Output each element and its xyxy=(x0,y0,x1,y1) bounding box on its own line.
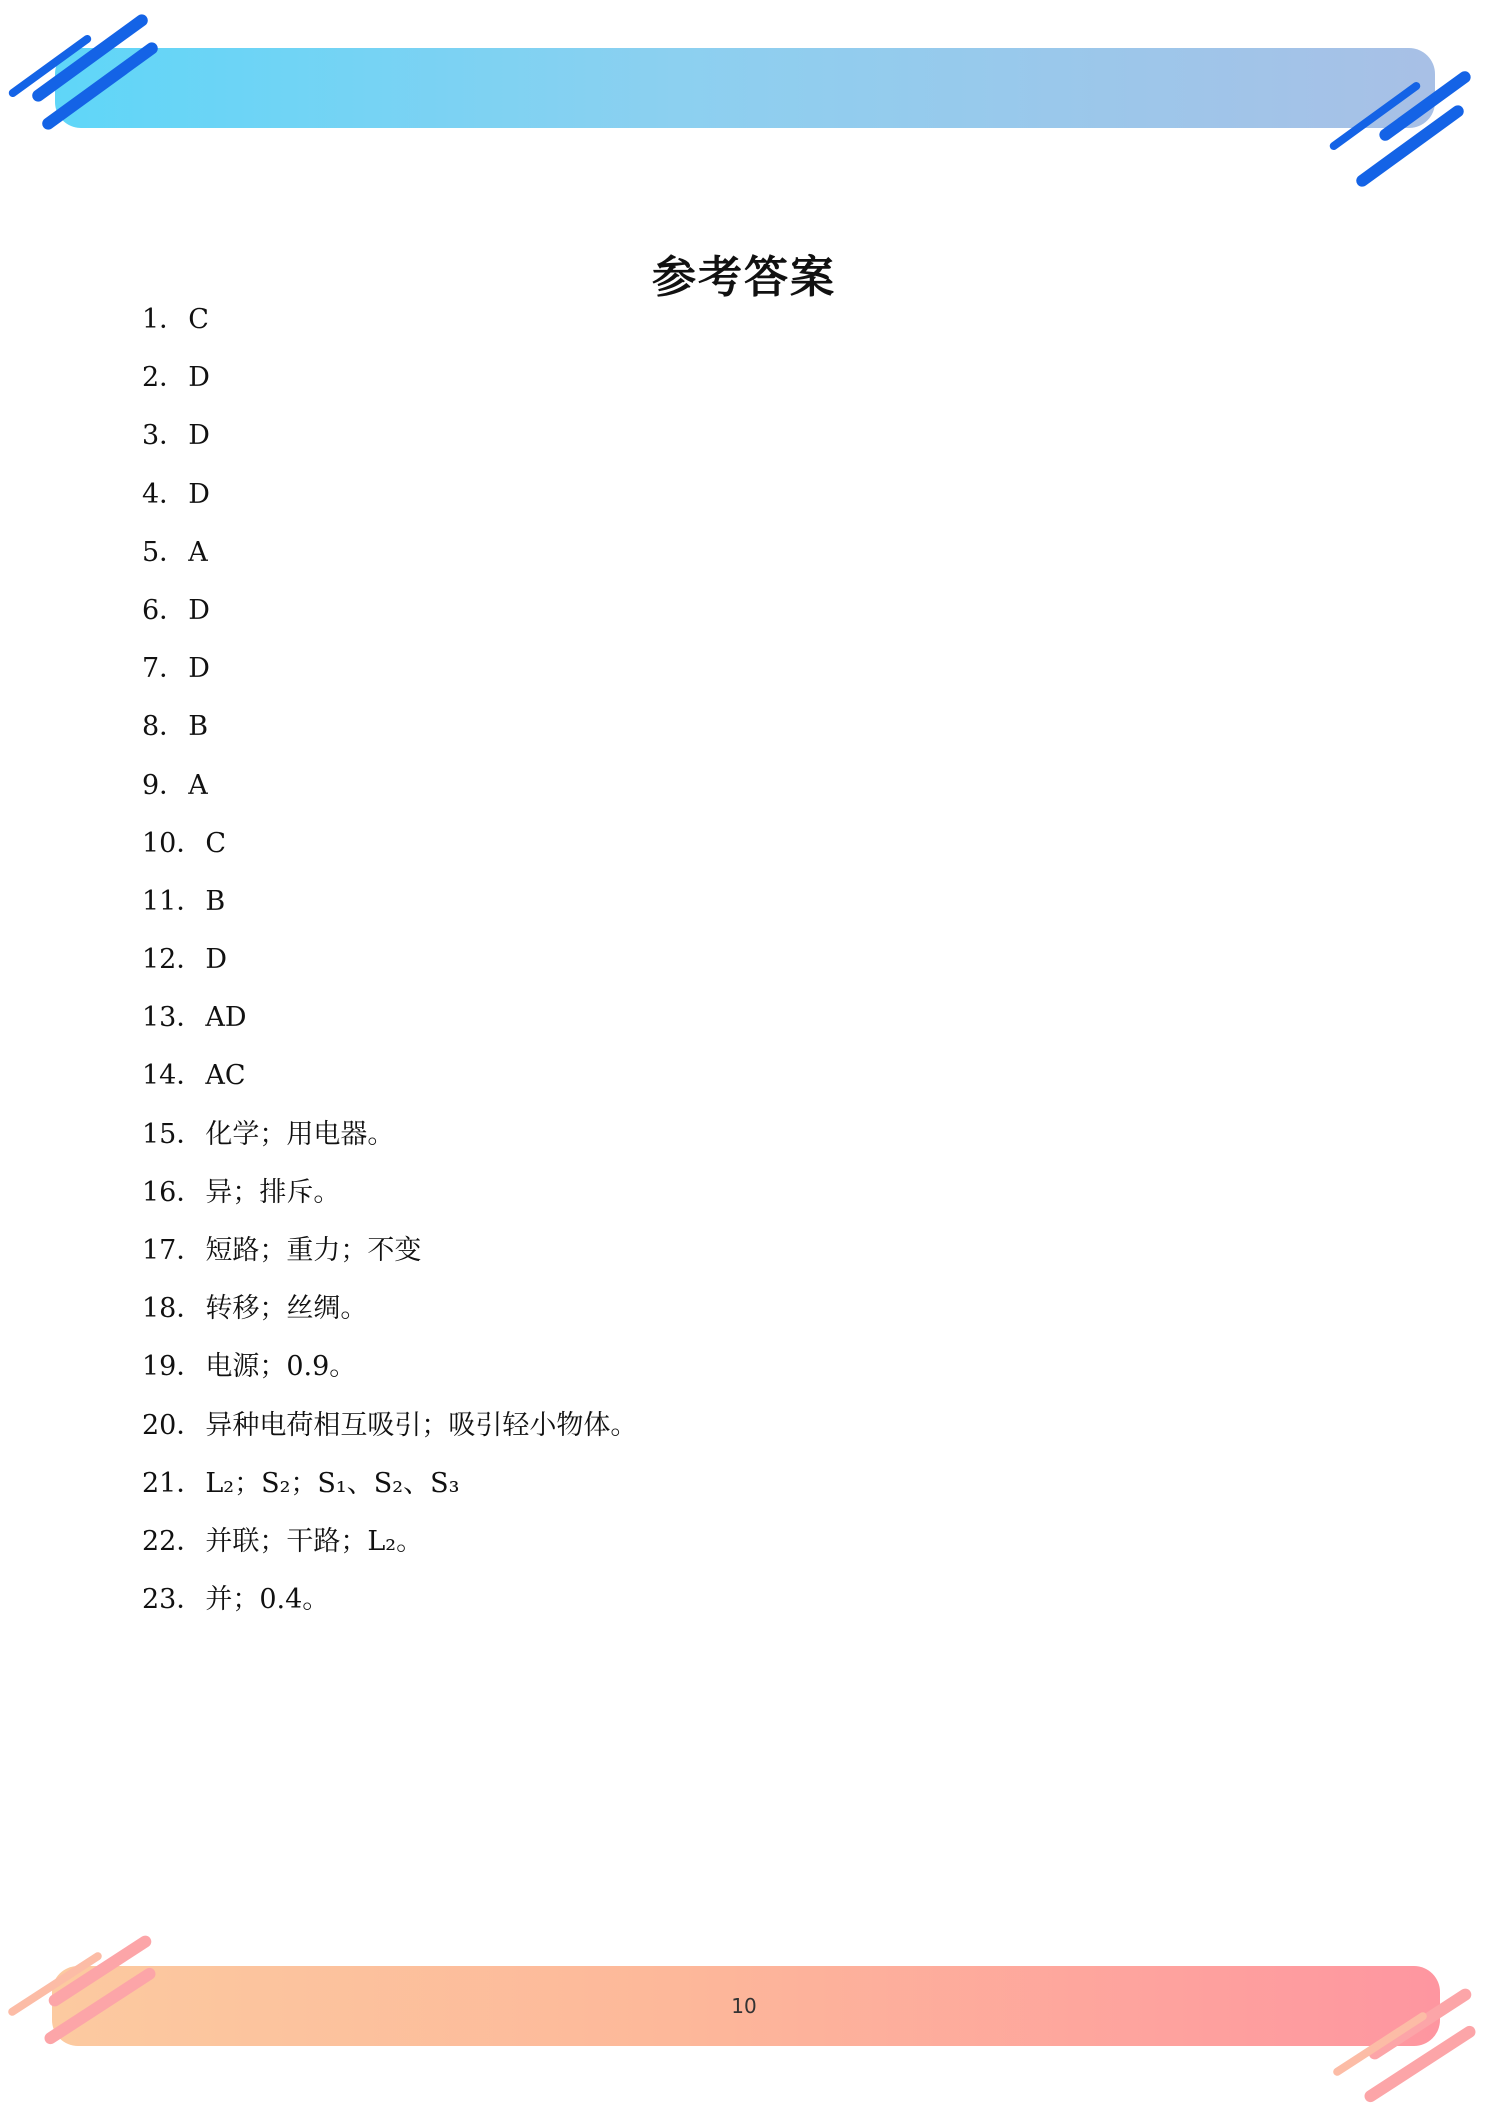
answer-text: AD xyxy=(205,1002,247,1034)
answer-text: D xyxy=(188,420,210,452)
answer-text: B xyxy=(205,885,226,917)
answer-item xyxy=(142,1231,637,1289)
answer-text: 异；排斥。 xyxy=(205,1176,341,1208)
answer-number: 13． xyxy=(142,1002,204,1034)
answer-item xyxy=(142,882,637,940)
answer-number: 2． xyxy=(142,362,187,394)
answer-item xyxy=(142,1115,637,1173)
answer-item xyxy=(142,707,637,765)
answer-text: AC xyxy=(205,1060,246,1092)
answer-number: 16． xyxy=(142,1176,204,1208)
answer-text: D xyxy=(188,594,210,626)
answer-number: 5． xyxy=(142,536,187,568)
answer-text: L₂；S₂；S₁、S₂、S₃ xyxy=(205,1467,460,1499)
answer-item xyxy=(142,998,637,1056)
answer-number: 7． xyxy=(142,653,187,685)
answer-number: 10． xyxy=(142,827,204,859)
answer-number: 8． xyxy=(142,711,187,743)
answer-number: 3． xyxy=(142,420,187,452)
answer-item xyxy=(142,1406,637,1464)
answer-item xyxy=(142,475,637,533)
answer-item xyxy=(142,649,637,707)
answer-text: A xyxy=(188,769,208,801)
answer-item xyxy=(142,1056,637,1114)
answer-item xyxy=(142,300,637,358)
answer-item xyxy=(142,766,637,824)
answer-item xyxy=(142,1580,637,1638)
answer-item xyxy=(142,1464,637,1522)
answer-number: 20． xyxy=(142,1409,204,1441)
answer-number: 23． xyxy=(142,1584,204,1616)
answer-item xyxy=(142,1289,637,1347)
answer-text: 电源；0.9。 xyxy=(205,1351,357,1383)
answer-number: 19． xyxy=(142,1351,204,1383)
answer-text: 短路；重力；不变 xyxy=(205,1235,422,1266)
answer-number: 1． xyxy=(142,304,187,335)
answer-text: 并联；干路；L₂。 xyxy=(205,1525,424,1557)
answer-text: 异种电荷相互吸引；吸引轻小物体。 xyxy=(205,1409,638,1441)
answer-text: 并；0.4。 xyxy=(205,1584,330,1616)
answer-item xyxy=(142,1522,637,1580)
answer-number: 21． xyxy=(142,1467,204,1499)
answer-text: 转移；丝绸。 xyxy=(205,1293,368,1325)
answer-item xyxy=(142,1347,637,1405)
answer-text: C xyxy=(188,304,209,335)
answer-number: 12． xyxy=(142,944,204,976)
answer-item xyxy=(142,591,637,649)
answer-number: 4． xyxy=(142,478,187,510)
answer-item xyxy=(142,533,637,591)
answer-number: 17． xyxy=(142,1235,204,1266)
answer-list xyxy=(142,300,637,1638)
answer-item xyxy=(142,416,637,474)
answer-text: D xyxy=(188,478,210,510)
answer-number: 15． xyxy=(142,1118,204,1150)
answer-text: A xyxy=(188,536,208,568)
answer-number: 18． xyxy=(142,1293,204,1325)
page-title: 参考答案 xyxy=(652,252,836,304)
answer-text: C xyxy=(205,827,227,859)
answer-number: 11． xyxy=(142,885,204,917)
answer-number: 22． xyxy=(142,1525,204,1557)
answer-text: D xyxy=(188,653,210,685)
page-number: 10 xyxy=(731,1994,757,2018)
answer-item xyxy=(142,824,637,882)
answer-number: 9． xyxy=(142,769,187,801)
answer-text: 化学；用电器。 xyxy=(205,1118,395,1150)
answer-text: D xyxy=(188,362,210,394)
answer-text: B xyxy=(188,711,209,743)
header-banner xyxy=(55,48,1435,128)
answer-text: D xyxy=(205,944,228,976)
answer-item xyxy=(142,358,637,416)
answer-number: 6． xyxy=(142,594,187,626)
answer-number: 14． xyxy=(142,1060,204,1092)
answer-item xyxy=(142,1173,637,1231)
answer-item xyxy=(142,940,637,998)
